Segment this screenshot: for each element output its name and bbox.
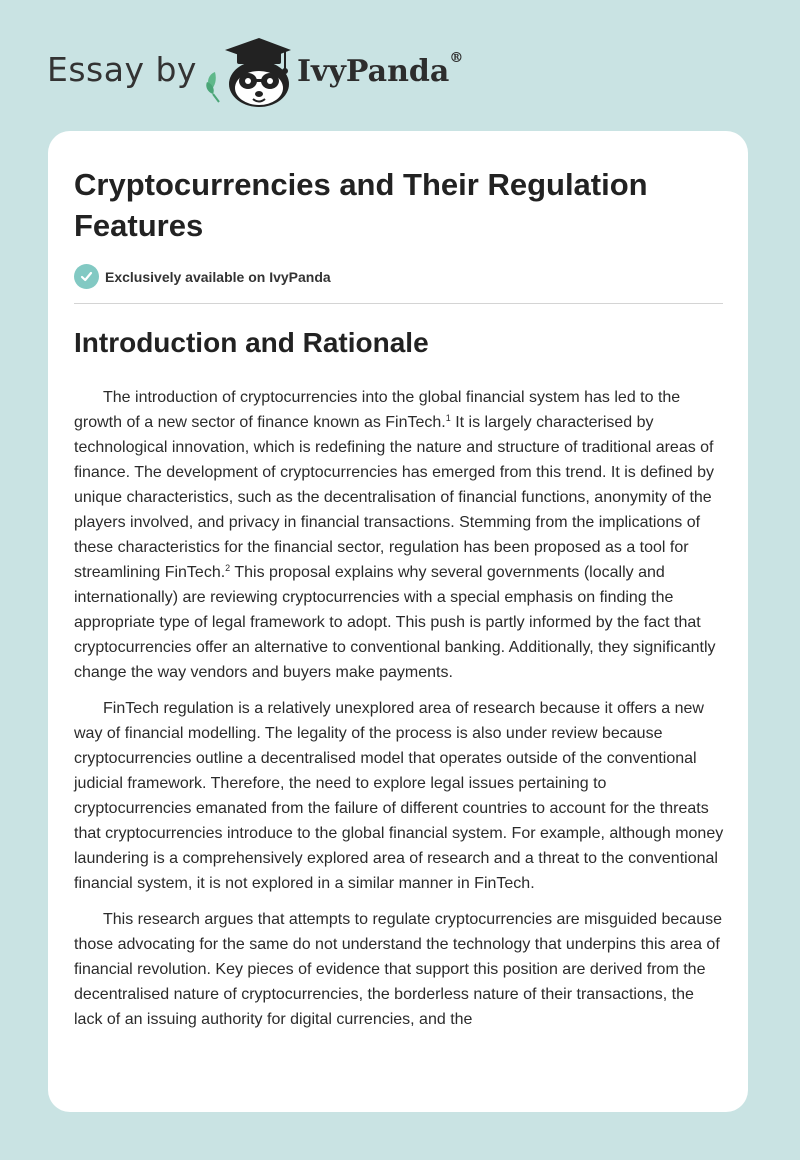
exclusive-badge bbox=[74, 264, 331, 289]
essay-card bbox=[48, 131, 748, 1112]
site-header bbox=[47, 36, 507, 108]
title-divider bbox=[74, 303, 723, 304]
paragraph-2: FinTech regulation is a relatively unexplored area of research because it offers a new way of financial modelling. The legality of the process is also under review because cryptocurrencies outline a decentralised model that operates outside of the conventional judicial framework. Therefore, the need to explore legal issues pertaining to cryptocurrencies emanated from the failure of different countries to account for the threats that cryptocurrencies introduce to the global financial system. For example, although money laundering is a comprehensively explored area of research and a threat to the conventional financial system, it is not explored in a similar manner in FinTech. bbox=[74, 700, 724, 892]
essay-body bbox=[74, 385, 724, 1043]
paragraph-1-text-c: This proposal explains why several governments (locally and internationally) are reviewing cryptocurrencies with a special emphasis on finding the appropriate type of legal framework to adopt. This push is partly informed by the fact that cryptocurrencies offer an alternative to conventional banking. Additionally, they significantly change the way vendors and buyers make payments. bbox=[74, 564, 716, 681]
footnote-ref-1[interactable]: 1 bbox=[445, 413, 451, 423]
exclusive-badge-label: Exclusively available on IvyPanda bbox=[105, 268, 331, 285]
essay-by-label: Essay by bbox=[47, 50, 197, 89]
check-circle-icon bbox=[74, 264, 99, 289]
brand-name-text: IvyPanda bbox=[297, 54, 450, 89]
paragraph-1-text-a: The introduction of cryptocurrencies into the global financial system has led to the growth of a new sector of finance known as FinTech. bbox=[74, 389, 681, 431]
paragraph-3: This research argues that attempts to regulate cryptocurrencies are misguided because those advocating for the same do not understand the technology that underpins this area of financial revolution. Key pieces of evidence that support this position are derived from the decentralised nature of cryptocurrencies, the borderless nature of their transactions, the lack of an issuing authority for digital currencies, and the bbox=[74, 911, 722, 1028]
essay-title: Cryptocurrencies and Their Regulation Features bbox=[74, 167, 648, 243]
footnote-ref-2[interactable]: 2 bbox=[225, 563, 231, 573]
brand-name[interactable] bbox=[297, 50, 464, 89]
section-title: Introduction and Rationale bbox=[74, 327, 429, 358]
paragraph-1 bbox=[74, 385, 724, 685]
paragraph-1-text-b: It is largely characterised by technological innovation, which is redefining the nature and structure of traditional areas of finance. The development of cryptocurrencies has emerged from this trend. It is defined by unique characteristics, such as the decentralisation of financial functions, anonymity of the players involved, and privacy in financial transactions. Stemming from the implications of these characteristics for the financial sector, regulation has been proposed as a tool for streamlining FinTech. bbox=[74, 414, 715, 581]
panda-logo-icon[interactable] bbox=[201, 36, 291, 108]
brand-registered-mark: ® bbox=[449, 50, 464, 66]
